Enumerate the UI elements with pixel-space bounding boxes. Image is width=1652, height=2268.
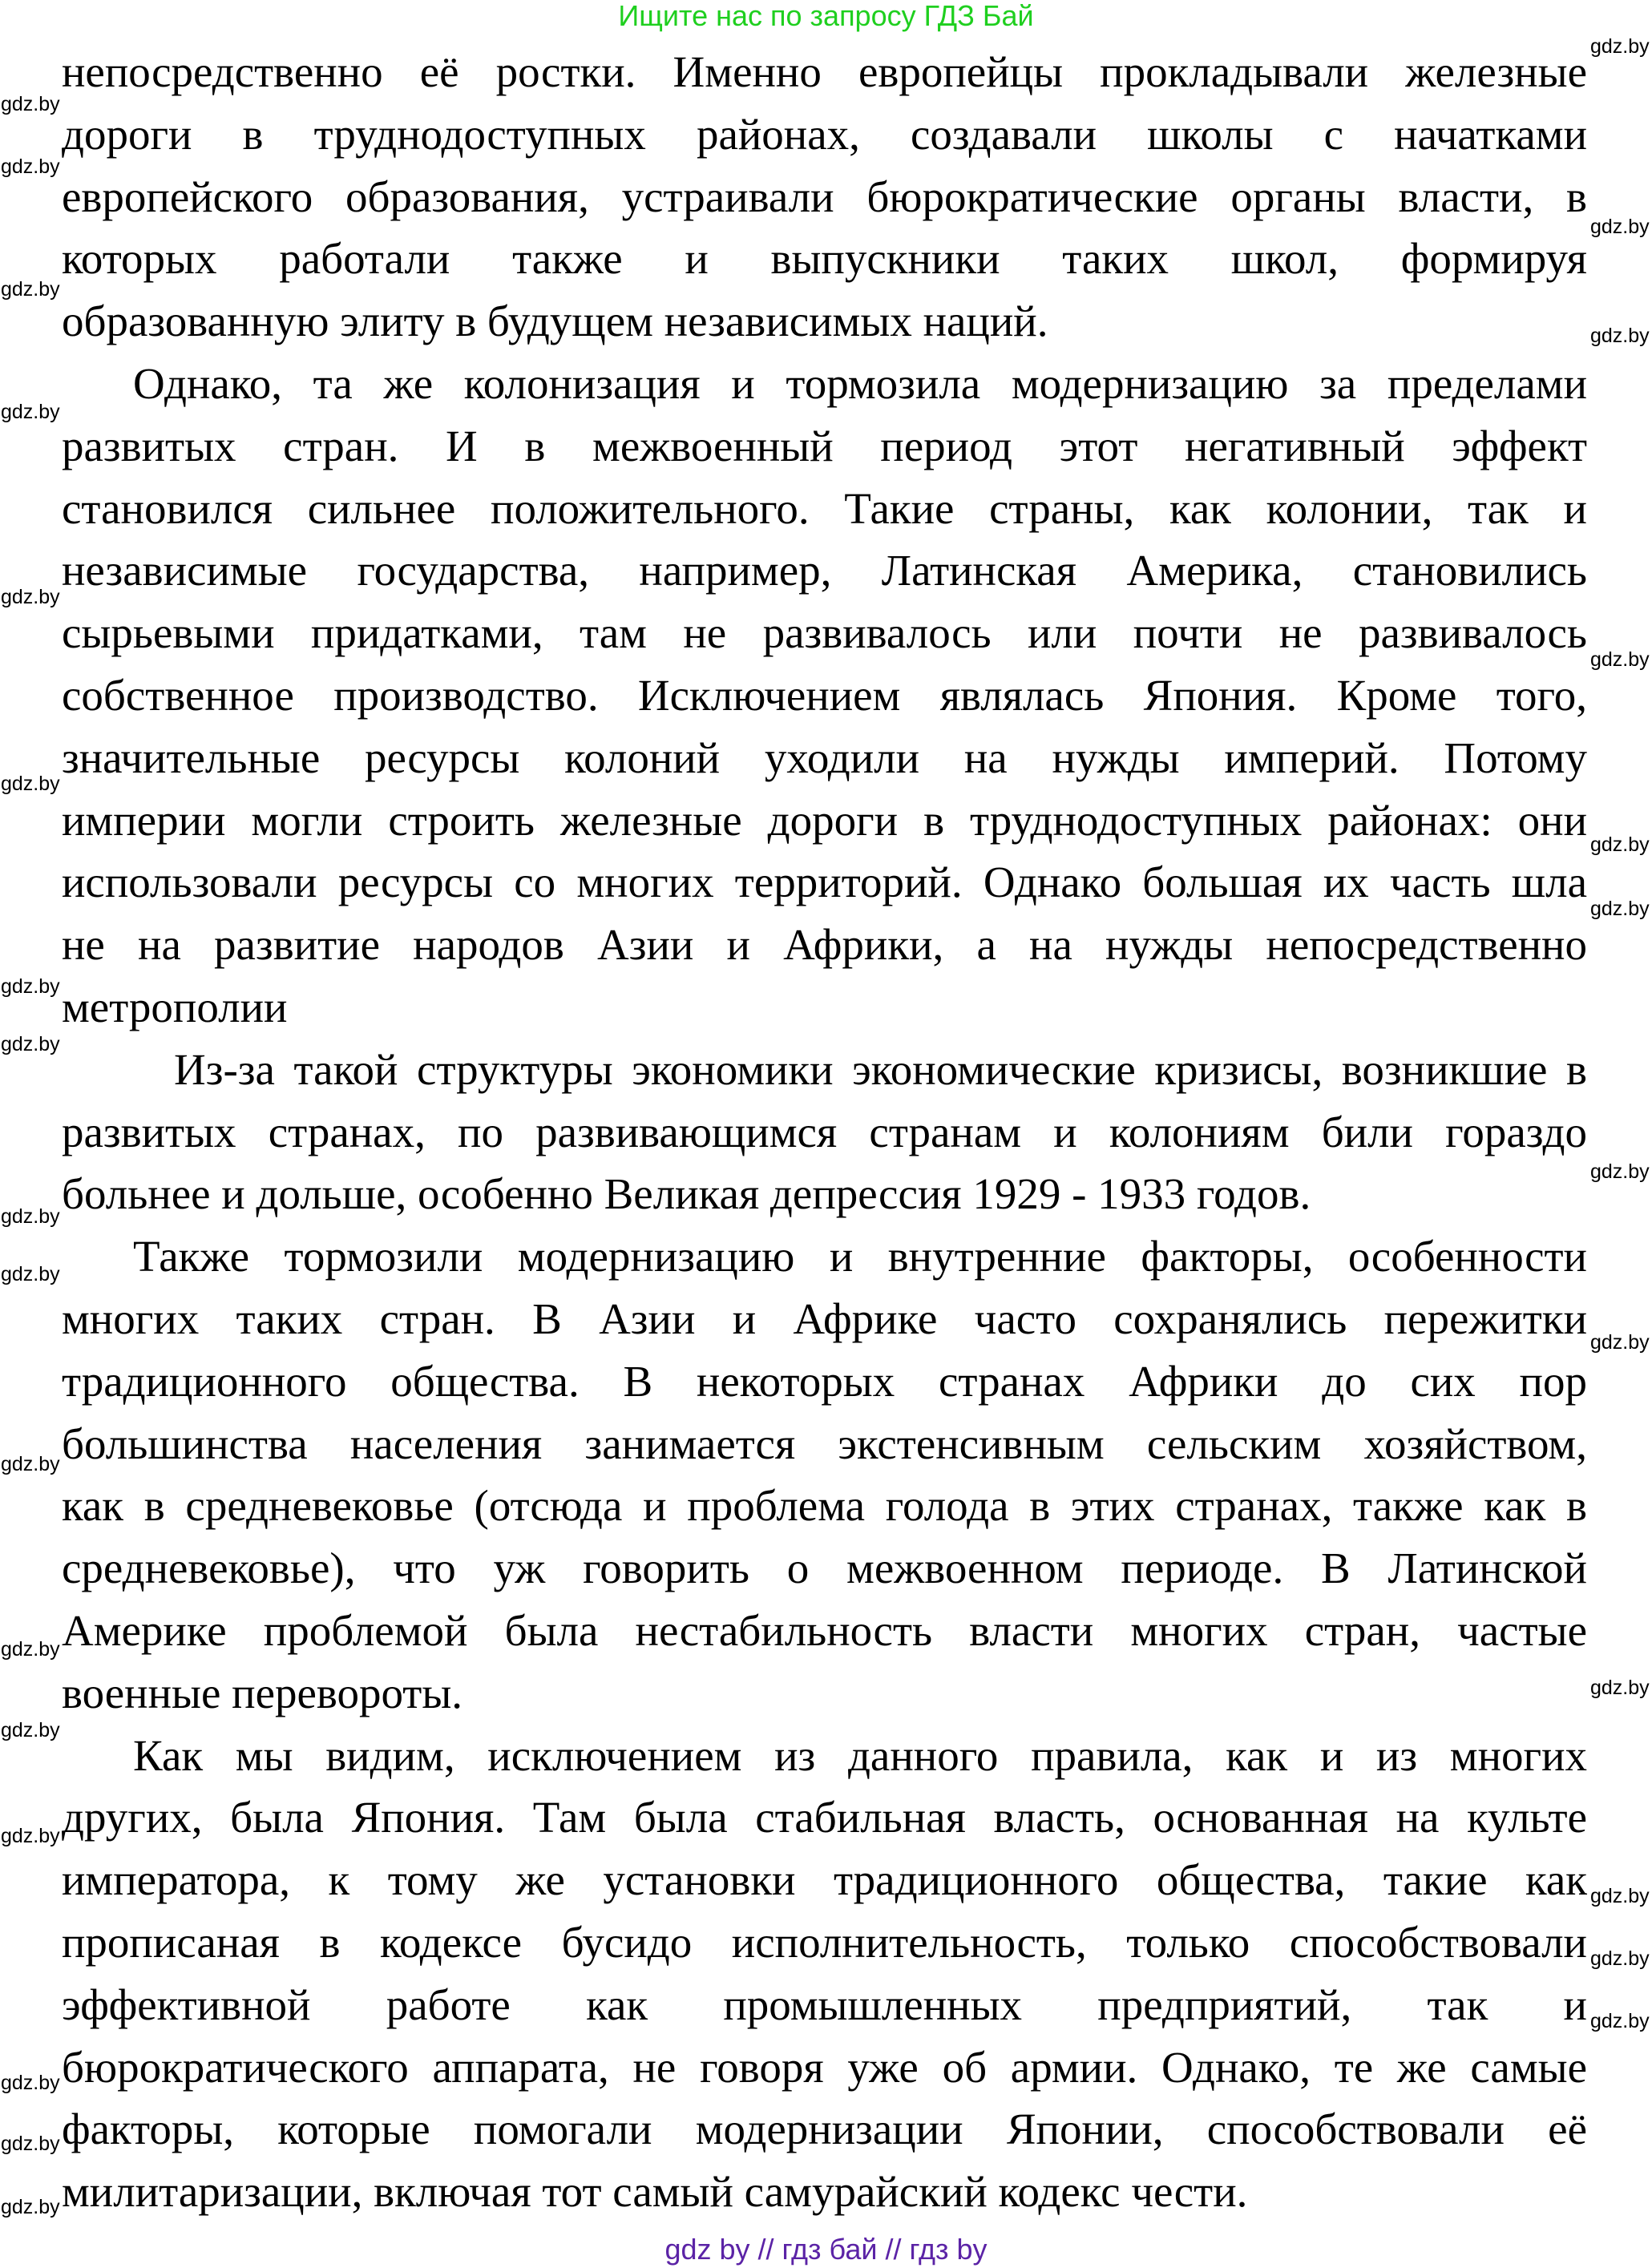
watermark: gdz.by — [1, 1824, 60, 1847]
watermark: gdz.by — [1, 1205, 60, 1228]
text-line: Америке проблемой была нестабильность власти многих стран, частые — [62, 1606, 1587, 1655]
watermark: gdz.by — [1, 773, 60, 796]
text-line: милитаризации, включая тот самый самурайский кодекс чести. — [62, 2167, 1248, 2217]
watermark: gdz.by — [1590, 216, 1650, 239]
watermark: gdz.by — [1590, 648, 1650, 672]
watermark: gdz.by — [1, 401, 60, 424]
text-line: прописаная в кодексе бусидо исполнительность, только способствовали — [62, 1918, 1587, 1967]
text-line: большинства населения занимается экстенсивным сельским хозяйством, — [62, 1419, 1587, 1468]
text-line: многих таких стран. В Азии и Африке часто сохранялись пережитки — [62, 1294, 1587, 1343]
text-line: независимые государства, например, Латинская Америка, становились — [62, 546, 1587, 595]
text-line: европейского образования, устраивали бюрократические органы власти, в — [62, 172, 1587, 221]
text-line: империи могли строить железные дороги в труднодоступных районах: они — [62, 795, 1587, 845]
text-line: больнее и дольше, особенно Великая депрессия 1929 - 1933 годов. — [62, 1169, 1311, 1219]
text-line: факторы, которые помогали модернизации Японии, способствовали её — [62, 2105, 1587, 2154]
watermark: gdz.by — [1590, 1885, 1650, 1908]
watermark: gdz.by — [1, 2133, 60, 2155]
text-line: традиционного общества. В некоторых странах Африки до сих пор — [62, 1356, 1587, 1406]
watermark: gdz.by — [1, 278, 60, 301]
text-line: других, была Япония. Там была стабильная власть, основанная на культе — [62, 1793, 1587, 1842]
watermark: gdz.by — [1, 2196, 60, 2219]
text-line: императора, к тому же установки традиционного общества, такие как — [62, 1855, 1587, 1905]
text-line: которых работали также и выпускники таких школ, формируя — [62, 234, 1587, 284]
text-line: значительные ресурсы колоний уходили на нужды империй. Потому — [62, 732, 1587, 782]
watermark: gdz.by — [1590, 324, 1650, 347]
text-line: развитых стран. И в межвоенный период этот негативный эффект — [62, 421, 1587, 470]
watermark: gdz.by — [1, 1263, 60, 1286]
text-line: военные перевороты. — [62, 1668, 463, 1717]
watermark: gdz.by — [1590, 833, 1650, 857]
text-line: сырьевыми придатками, там не развивалось или почти не развивалось — [62, 608, 1587, 658]
watermark: gdz.by — [1, 2072, 60, 2095]
text-line: бюрократического аппарата, не говоря уже об армии. Однако, те же самые — [62, 2042, 1587, 2092]
text-line: собственное производство. Исключением являлась Япония. Кроме того, — [62, 671, 1587, 720]
watermark: gdz.by — [1590, 1947, 1650, 1970]
watermark: gdz.by — [1590, 2009, 1650, 2032]
text-line: развитых странах, по развивающимся странам и колониям били гораздо — [62, 1107, 1587, 1156]
text-line: образованную элиту в будущем независимых наций. — [62, 297, 1048, 346]
text-line: использовали ресурсы со многих территорий. Однако большая их часть шла — [62, 858, 1587, 907]
text-line: непосредственно её ростки. Именно европейцы прокладывали железные — [62, 47, 1587, 96]
text-line: эффективной работе как промышленных предприятий, так и — [62, 1979, 1587, 2029]
text-line: становился сильнее положительного. Такие страны, как колонии, так и — [62, 483, 1587, 533]
watermark: gdz.by — [1, 1033, 60, 1056]
text-line: Однако, та же колонизация и тормозила модернизацию за пределами — [133, 359, 1587, 408]
watermark: gdz.by — [1, 1637, 60, 1661]
text-line: дороги в труднодоступных районах, создавали школы с начатками — [62, 109, 1587, 159]
watermark: gdz.by — [1590, 897, 1650, 920]
watermark: gdz.by — [1, 92, 60, 115]
text-line: как в средневековье (отсюда и проблема голода в этих странах, также как в — [62, 1481, 1587, 1531]
watermark: gdz.by — [1590, 34, 1650, 58]
watermark: gdz.by — [1590, 1160, 1650, 1184]
watermark: gdz.by — [1590, 1331, 1650, 1354]
watermark: gdz.by — [1, 1452, 60, 1475]
watermark: gdz.by — [1, 1718, 60, 1741]
text-line: Также тормозили модернизацию и внутренние факторы, особенности — [133, 1232, 1587, 1281]
watermark: gdz.by — [1, 586, 60, 609]
watermark: gdz.by — [1, 975, 60, 998]
text-line: средневековье), что уж говорить о межвоенном периоде. В Латинской — [62, 1544, 1587, 1593]
text-line: метрополии — [62, 983, 288, 1031]
text-line: Из-за такой структуры экономики экономические кризисы, возникшие в — [174, 1044, 1587, 1094]
search-banner: Ищите нас по запросу ГДЗ Бай — [618, 0, 1034, 32]
watermark: gdz.by — [1590, 1677, 1650, 1700]
watermark: gdz.by — [1, 155, 60, 178]
text-line: не на развитие народов Азии и Африки, а на нужды непосредственно — [62, 920, 1587, 970]
text-line: Как мы видим, исключением из данного правила, как и из многих — [133, 1730, 1587, 1780]
footer-banner: gdz by // гдз бай // гдз by — [664, 2233, 988, 2266]
